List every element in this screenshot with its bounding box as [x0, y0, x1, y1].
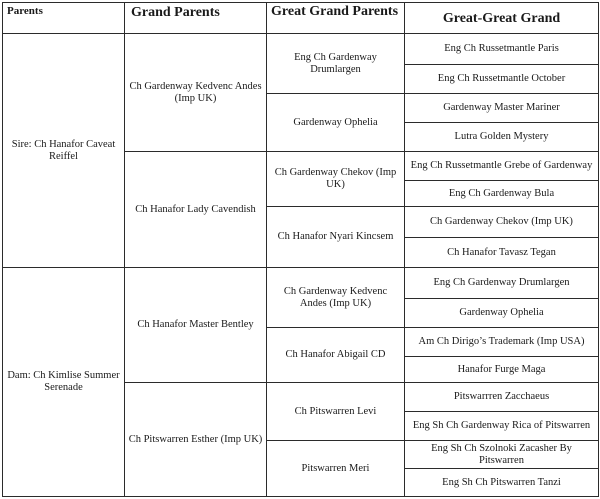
header-great-great-grand: Great-Great Grand: [405, 3, 599, 34]
great-grand-parent-cell: Ch Gardenway Chekov (Imp UK): [267, 152, 405, 207]
great-great-grand-cell: Gardenway Master Mariner: [405, 94, 599, 123]
great-great-grand-cell: Lutra Golden Mystery: [405, 123, 599, 152]
grand-parent-cell: Ch Pitswarren Esther (Imp UK): [125, 383, 267, 497]
great-great-grand-cell: Eng Ch Russetmantle Paris: [405, 34, 599, 65]
header-great-grand-parents: Great Grand Parents: [267, 3, 405, 34]
great-great-grand-cell: Eng Sh Ch Gardenway Rica of Pitswarren: [405, 412, 599, 441]
great-great-grand-cell: Eng Ch Gardenway Drumlargen: [405, 268, 599, 299]
grand-parent-cell: Ch Gardenway Kedvenc Andes (Imp UK): [125, 34, 267, 152]
great-great-grand-cell: Eng Sh Ch Szolnoki Zacasher By Pitswarren: [405, 441, 599, 469]
pedigree-table: [2, 2, 599, 497]
header-parents: Parents: [3, 3, 125, 34]
great-great-grand-cell: Ch Gardenway Chekov (Imp UK): [405, 207, 599, 238]
great-great-grand-cell: Eng Ch Russetmantle October: [405, 65, 599, 94]
great-grand-parent-cell: Ch Hanafor Nyari Kincsem: [267, 207, 405, 268]
dam-cell: Dam: Ch Kimlise Summer Serenade: [3, 268, 125, 497]
great-great-grand-cell: Eng Ch Gardenway Bula: [405, 181, 599, 207]
great-grand-parent-cell: Ch Pitswarren Levi: [267, 383, 405, 441]
great-grand-parent-cell: Ch Gardenway Kedvenc Andes (Imp UK): [267, 268, 405, 328]
great-great-grand-cell: Ch Hanafor Tavasz Tegan: [405, 238, 599, 268]
great-great-grand-cell: Eng Sh Ch Pitswarren Tanzi: [405, 469, 599, 497]
great-great-grand-cell: Eng Ch Russetmantle Grebe of Gardenway: [405, 152, 599, 181]
great-grand-parent-cell: Eng Ch Gardenway Drumlargen: [267, 34, 405, 94]
great-great-grand-cell: Hanafor Furge Maga: [405, 357, 599, 383]
grand-parent-cell: Ch Hanafor Master Bentley: [125, 268, 267, 383]
great-grand-parent-cell: Gardenway Ophelia: [267, 94, 405, 152]
sire-cell: Sire: Ch Hanafor Caveat Reiffel: [3, 34, 125, 268]
great-grand-parent-cell: Ch Hanafor Abigail CD: [267, 328, 405, 383]
great-great-grand-cell: Pitswarrren Zacchaeus: [405, 383, 599, 412]
table-row: [3, 34, 599, 65]
great-grand-parent-cell: Pitswarren Meri: [267, 441, 405, 497]
great-great-grand-cell: Gardenway Ophelia: [405, 299, 599, 328]
grand-parent-cell: Ch Hanafor Lady Cavendish: [125, 152, 267, 268]
table-row: [3, 268, 599, 299]
header-grand-parents: Grand Parents: [125, 3, 267, 34]
header-row: [3, 3, 599, 34]
great-great-grand-cell: Am Ch Dirigo’s Trademark (Imp USA): [405, 328, 599, 357]
